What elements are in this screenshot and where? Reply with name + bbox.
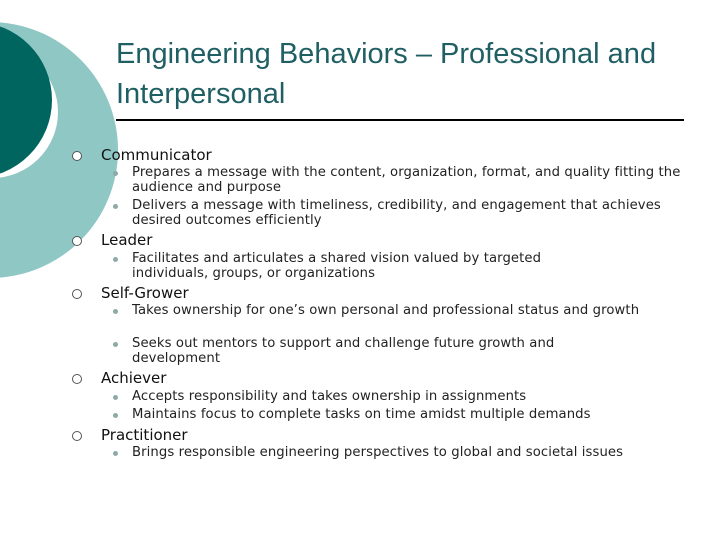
dot-bullet-icon [113, 309, 118, 314]
section-item: Facilitates and articulates a shared vision valued by targeted individuals, groups, or organizations [132, 251, 542, 281]
dot-bullet-icon [113, 204, 118, 209]
section-item: Brings responsible engineering perspectives to global and societal issues [132, 445, 624, 460]
hollow-bullet-icon [72, 431, 82, 441]
hollow-bullet-icon [72, 374, 82, 384]
dot-bullet-icon [113, 395, 118, 400]
dot-bullet-icon [113, 171, 118, 176]
dot-bullet-icon [113, 413, 118, 418]
section-heading: Achiever [101, 369, 167, 387]
section-item: Delivers a message with timeliness, credibility, and engagement that achieves desired outcomes efficiently [132, 198, 661, 228]
section-item: Takes ownership for one’s own personal and professional status and growth [132, 303, 640, 318]
dot-bullet-icon [113, 451, 118, 456]
section-heading: Self-Grower [101, 284, 189, 302]
section-heading: Leader [101, 231, 153, 249]
section-item: Prepares a message with the content, organization, format, and quality fitting the audience and purpose [132, 165, 681, 195]
hollow-bullet-icon [72, 289, 82, 299]
section-heading: Practitioner [101, 426, 188, 444]
dot-bullet-icon [113, 342, 118, 347]
section-item: Maintains focus to complete tasks on time amidst multiple demands [132, 407, 591, 422]
section-item: Accepts responsibility and takes ownership in assignments [132, 389, 527, 404]
hollow-bullet-icon [72, 236, 82, 246]
dot-bullet-icon [113, 257, 118, 262]
section-item: Seeks out mentors to support and challenge future growth and development [132, 336, 555, 366]
hollow-bullet-icon [72, 151, 82, 161]
section-heading: Communicator [101, 146, 212, 164]
slide-title: Engineering Behaviors – Professional and Interpersonal [116, 38, 657, 110]
